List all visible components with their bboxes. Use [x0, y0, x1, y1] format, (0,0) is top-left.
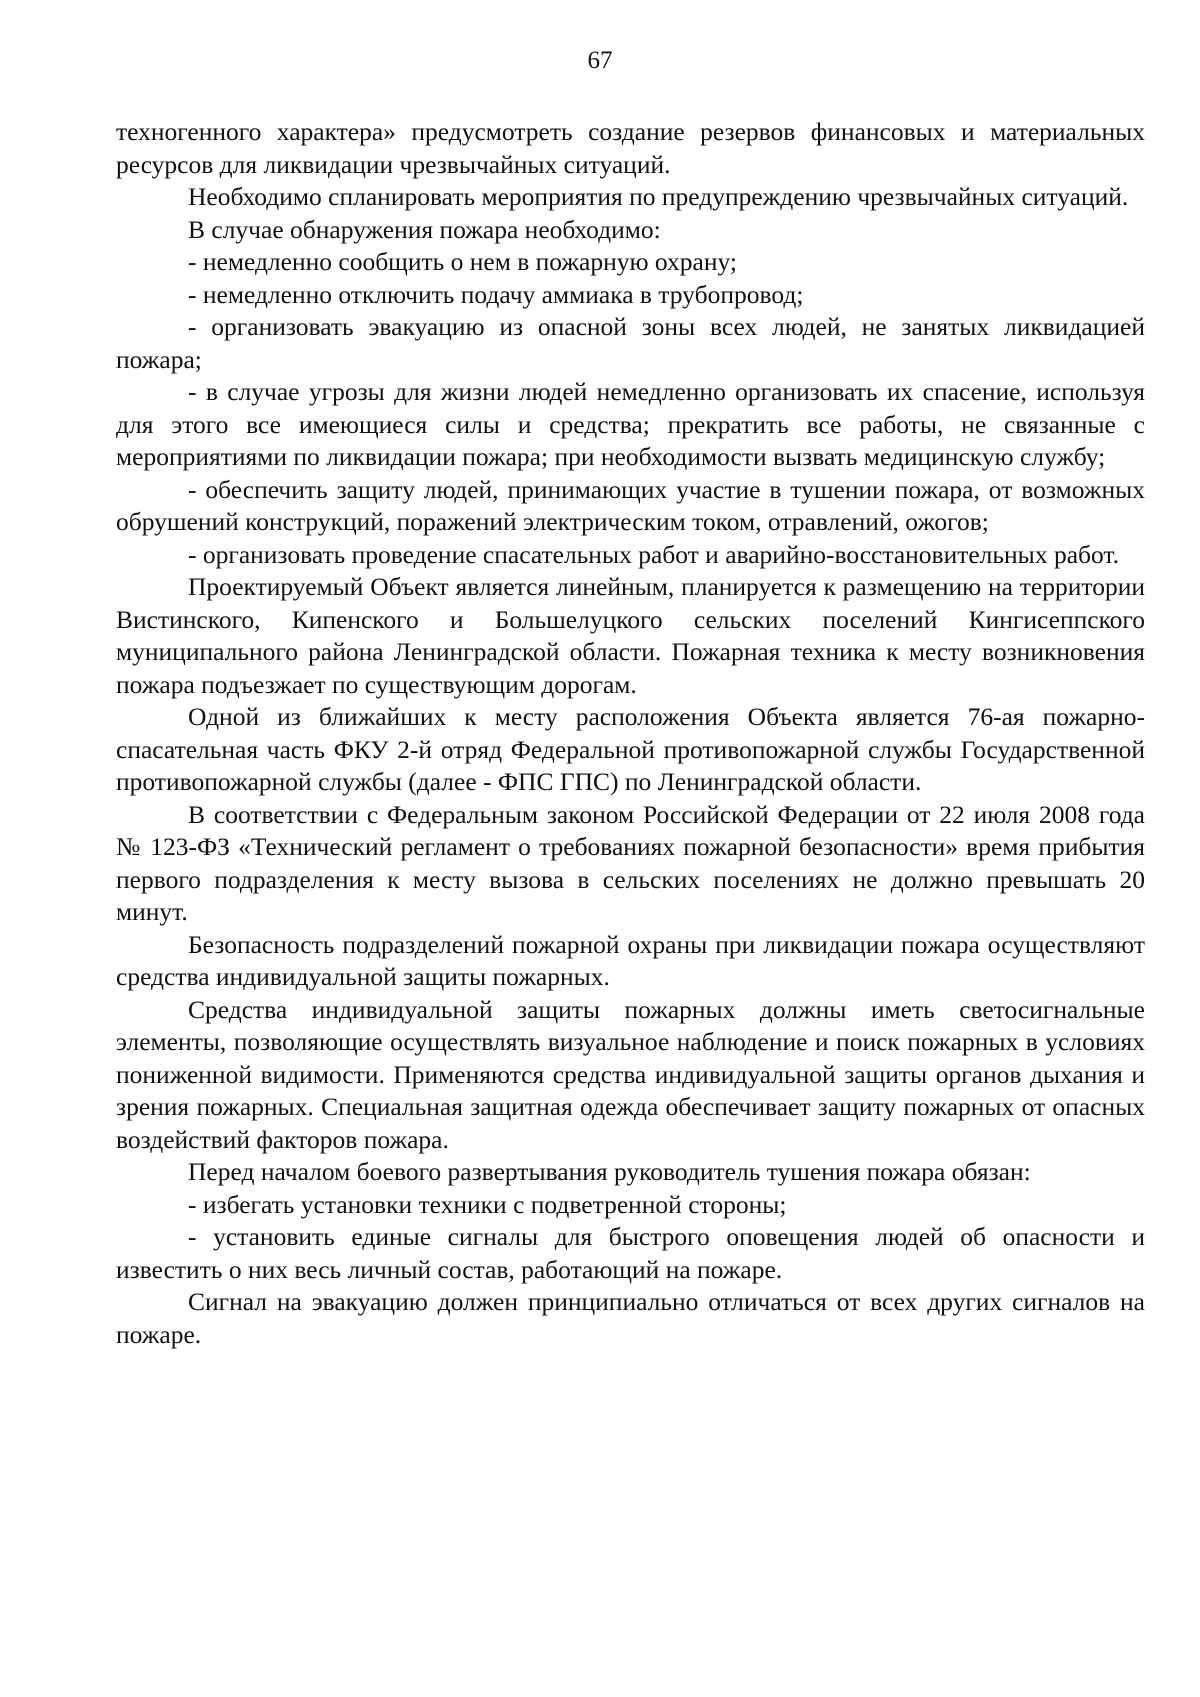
list-item-protect-people: - обеспечить защиту людей, принимающих участие в тушении пожара, от возможных обрушений конструкций, поражений электрическим током, отравлений, ожогов;	[116, 474, 1145, 536]
paragraph-planning: Необходимо спланировать мероприятия по предупреждению чрезвычайных ситуаций.	[188, 182, 1129, 211]
paragraph-continuation: техногенного характера» предусмотреть создание резервов финансовых и материальных ресурсов для ликвидации чрезвычайных ситуаций.	[116, 117, 1145, 179]
list-item-avoid-leeward: - избегать установки техники с подветренной стороны;	[188, 1189, 787, 1219]
list-item-rescue-works: - организовать проведение спасательных работ и аварийно-восстановительных работ.	[188, 539, 1119, 569]
paragraph-evacuation-signal: Сигнал на эвакуацию должен принципиально отличаться от всех других сигналов на пожаре.	[116, 1287, 1145, 1349]
list-item-shut-off-ammonia: - немедленно отключить подачу аммиака в трубопровод;	[188, 279, 804, 309]
list-item-notify-fire-service: - немедленно сообщить о нем в пожарную охрану;	[188, 247, 737, 276]
paragraph-protective-equipment: Средства индивидуальной защиты пожарных должны иметь светосигнальные элементы, позволяющие осуществлять визуальное наблюдение и поиск пожарных в условиях пониженной видимости. Применяются средства индивидуальной защиты органов дыхания и зрения пожарных. Специальная защитная одежда обеспечивает защиту пожарных от опасных воздействий факторов пожара.	[116, 994, 1145, 1154]
document-body	[116, 116, 1145, 1351]
list-item-rescue: - в случае угрозы для жизни людей немедленно организовать их спасение, используя для этого все имеющиеся силы и средства; прекратить все работы, не связанные с мероприятиями по ликвидации пожара; при необходимости вызвать медицинскую службу;	[116, 377, 1145, 471]
paragraph-fire-station: Одной из ближайших к месту расположения Объекта является 76-ая пожарно-спасательная часть ФКУ 2-й отряд Федеральной противопожарной службы Государственной противопожарной службы (далее - ФПС ГПС) по Ленинградской области.	[116, 702, 1145, 796]
paragraph-deployment-intro: Перед началом боевого развертывания руководитель тушения пожара обязан:	[188, 1157, 1031, 1186]
paragraph-object-location: Проектируемый Объект является линейным, планируется к размещению на территории Вистинского, Кипенского и Большелуцкого сельских поселений Кингисеппского муниципального района Ленинградской области. Пожарная техника к месту возникновения пожара подъезжает по существующим дорогам.	[116, 572, 1145, 699]
paragraph-fire-detection-intro: В случае обнаружения пожара необходимо:	[188, 214, 661, 244]
list-item-evacuation: - организовать эвакуацию из опасной зоны всех людей, не занятых ликвидацией пожара;	[116, 312, 1145, 374]
list-item-signals: - установить единые сигналы для быстрого оповещения людей об опасности и известить о них весь личный состав, работающий на пожаре.	[116, 1222, 1145, 1284]
paragraph-federal-law: В соответствии с Федеральным законом Российской Федерации от 22 июля 2008 года № 123-ФЗ «Технический регламент о требованиях пожарной безопасности» время прибытия первого подразделения к месту вызова в сельских поселениях не должно превышать 20 минут.	[116, 799, 1145, 926]
paragraph-safety: Безопасность подразделений пожарной охраны при ликвидации пожара осуществляют средства индивидуальной защиты пожарных.	[116, 929, 1145, 991]
page-number: 67	[587, 47, 613, 74]
